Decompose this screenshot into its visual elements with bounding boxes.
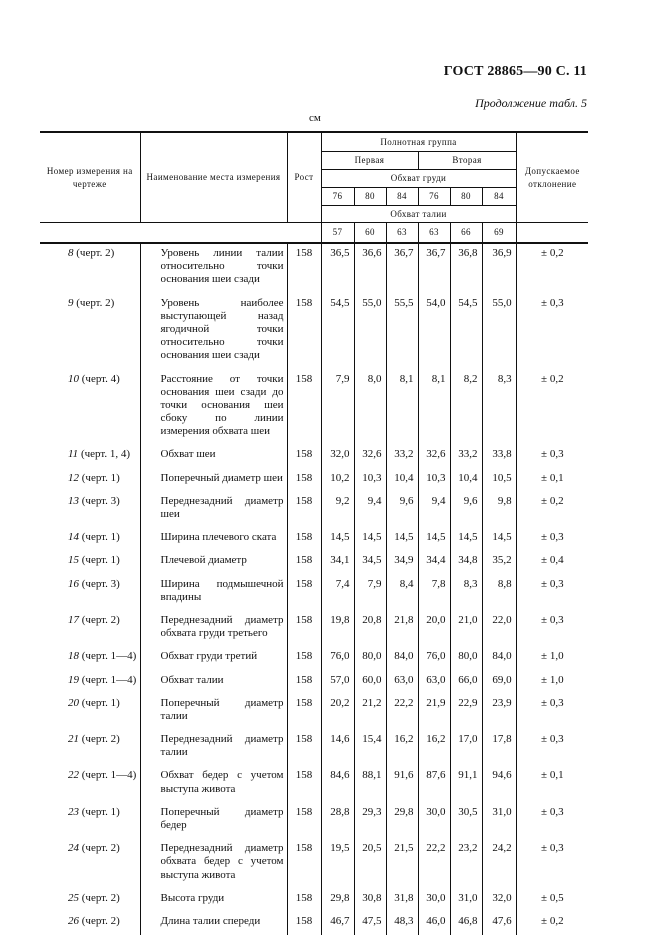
height-value: 158 xyxy=(287,370,321,446)
measurement-value: 10,4 xyxy=(386,469,418,492)
measurement-value: 29,8 xyxy=(386,803,418,839)
measurement-number-value: 11 xyxy=(68,448,79,461)
measurement-value: 55,0 xyxy=(354,294,386,370)
table-row xyxy=(40,294,588,370)
measurement-value: 15,4 xyxy=(354,730,386,766)
measurement-number xyxy=(40,575,140,611)
table-row xyxy=(40,694,588,730)
height-value: 158 xyxy=(287,528,321,551)
measurement-value: 66,0 xyxy=(450,671,482,694)
measurement-value: 22,2 xyxy=(386,694,418,730)
measurement-value: 14,5 xyxy=(450,528,482,551)
measurement-value: 14,5 xyxy=(321,528,354,551)
measurement-value: 24,2 xyxy=(482,839,516,889)
measurements-table xyxy=(40,131,588,935)
tolerance-value: ± 0,3 xyxy=(516,445,588,468)
measurement-name: Поперечный диаметр бедер xyxy=(140,803,287,839)
tolerance-value: ± 0,2 xyxy=(516,370,588,446)
tolerance-value: ± 0,5 xyxy=(516,889,588,912)
measurement-number xyxy=(40,889,140,912)
measurement-value: 10,5 xyxy=(482,469,516,492)
measurement-value: 34,1 xyxy=(321,551,354,574)
height-value: 158 xyxy=(287,611,321,647)
measurement-value: 10,3 xyxy=(354,469,386,492)
drawing-reference: (черт. 1) xyxy=(79,554,120,567)
table-row xyxy=(40,469,588,492)
table-continuation-caption: Продолжение табл. 5 xyxy=(475,96,587,110)
drawing-reference: (черт. 2) xyxy=(73,296,115,309)
measurement-value: 23,2 xyxy=(450,839,482,889)
drawing-reference: (черт. 3) xyxy=(79,577,120,590)
measurement-number xyxy=(40,551,140,574)
measurement-value: 14,5 xyxy=(418,528,450,551)
table-row xyxy=(40,912,588,935)
measurement-value: 32,0 xyxy=(321,445,354,468)
measurement-number xyxy=(40,694,140,730)
height-value: 158 xyxy=(287,575,321,611)
measurement-number-value: 26 xyxy=(68,914,79,927)
measurement-value: 31,8 xyxy=(386,889,418,912)
measurement-value: 33,8 xyxy=(482,445,516,468)
measurement-value: 46,0 xyxy=(418,912,450,935)
measurement-value: 30,8 xyxy=(354,889,386,912)
measurement-value: 84,0 xyxy=(386,647,418,670)
measurement-number xyxy=(40,839,140,889)
measurement-value: 48,3 xyxy=(386,912,418,935)
header-tolerance: Допускаемое отклонение xyxy=(516,132,588,223)
measurement-value: 91,6 xyxy=(386,766,418,802)
height-value: 158 xyxy=(287,912,321,935)
measurement-value: 21,8 xyxy=(386,611,418,647)
measurement-name: Обхват талии xyxy=(140,671,287,694)
measurement-number xyxy=(40,803,140,839)
measurement-number xyxy=(40,528,140,551)
height-value: 158 xyxy=(287,294,321,370)
measurement-name: Переднезадний диаметр талии xyxy=(140,730,287,766)
tolerance-value: ± 0,2 xyxy=(516,243,588,294)
measurement-number xyxy=(40,243,140,294)
measurement-value: 21,5 xyxy=(386,839,418,889)
drawing-reference: (черт. 1) xyxy=(79,471,120,484)
measurement-name: Уровень наиболее выступающей назад ягодичной точки относительно точки основания шеи сзади xyxy=(140,294,287,370)
table-row xyxy=(40,370,588,446)
measurement-value: 91,1 xyxy=(450,766,482,802)
measurement-number-value: 10 xyxy=(68,372,79,385)
measurement-name: Поперечный диаметр шеи xyxy=(140,469,287,492)
measurement-value: 23,9 xyxy=(482,694,516,730)
header-waist-girth: Обхват талии xyxy=(321,206,516,223)
measurement-name: Плечевой диаметр xyxy=(140,551,287,574)
measurement-number xyxy=(40,766,140,802)
measurement-value: 76,0 xyxy=(418,647,450,670)
measurement-number-value: 13 xyxy=(68,494,79,507)
measurement-name: Переднезадний диаметр обхвата бедер с учетом выступа живота xyxy=(140,839,287,889)
height-value: 158 xyxy=(287,730,321,766)
header-measurement-number: Номер измерения на чертеже xyxy=(40,132,140,223)
measurement-value: 19,5 xyxy=(321,839,354,889)
measurement-value: 36,8 xyxy=(450,243,482,294)
measurement-number xyxy=(40,912,140,935)
measurement-number xyxy=(40,647,140,670)
table-row xyxy=(40,492,588,528)
waist-girth-value: 57 xyxy=(321,223,354,244)
measurement-number-value: 25 xyxy=(68,891,79,904)
measurement-value: 32,0 xyxy=(482,889,516,912)
measurement-value: 8,1 xyxy=(418,370,450,446)
measurement-value: 54,5 xyxy=(450,294,482,370)
measurement-number-value: 9 xyxy=(68,296,74,309)
tolerance-value: ± 0,2 xyxy=(516,912,588,935)
tolerance-value: ± 0,4 xyxy=(516,551,588,574)
measurement-value: 14,6 xyxy=(321,730,354,766)
measurement-value: 20,8 xyxy=(354,611,386,647)
measurement-value: 60,0 xyxy=(354,671,386,694)
measurement-value: 80,0 xyxy=(354,647,386,670)
measurement-number-value: 18 xyxy=(68,650,79,663)
header-chest-girth: Обхват груди xyxy=(321,170,516,188)
table-header xyxy=(40,132,588,243)
header-height: Рост xyxy=(287,132,321,223)
tolerance-value: ± 0,3 xyxy=(516,294,588,370)
tolerance-value: ± 0,3 xyxy=(516,839,588,889)
measurement-number-value: 8 xyxy=(68,247,74,259)
measurement-name: Ширина плечевого ската xyxy=(140,528,287,551)
measurement-value: 8,3 xyxy=(450,575,482,611)
height-value: 158 xyxy=(287,803,321,839)
tolerance-value: ± 0,3 xyxy=(516,730,588,766)
tolerance-value: ± 0,3 xyxy=(516,575,588,611)
drawing-reference: (черт. 1—4) xyxy=(79,769,137,782)
drawing-reference: (черт. 1, 4) xyxy=(78,448,131,461)
measurement-value: 29,3 xyxy=(354,803,386,839)
measurement-value: 46,7 xyxy=(321,912,354,935)
measurement-value: 22,9 xyxy=(450,694,482,730)
units-label: см xyxy=(309,112,321,124)
table-row xyxy=(40,528,588,551)
measurement-value: 34,9 xyxy=(386,551,418,574)
tolerance-value: ± 1,0 xyxy=(516,647,588,670)
waist-girth-value: 69 xyxy=(482,223,516,244)
drawing-reference: (черт. 2) xyxy=(79,733,120,746)
measurement-value: 9,8 xyxy=(482,492,516,528)
table-row xyxy=(40,611,588,647)
measurement-value: 33,2 xyxy=(386,445,418,468)
chest-girth-value: 84 xyxy=(482,188,516,206)
measurement-number-value: 22 xyxy=(68,769,79,782)
measurement-number-value: 14 xyxy=(68,531,79,544)
measurement-value: 29,8 xyxy=(321,889,354,912)
measurement-number xyxy=(40,294,140,370)
measurement-value: 55,5 xyxy=(386,294,418,370)
measurement-name: Обхват шеи xyxy=(140,445,287,468)
measurement-value: 55,0 xyxy=(482,294,516,370)
chest-girth-value: 80 xyxy=(354,188,386,206)
measurement-number-value: 23 xyxy=(68,805,79,818)
measurement-name: Обхват груди третий xyxy=(140,647,287,670)
drawing-reference: (черт. 2) xyxy=(79,891,120,904)
measurement-value: 30,0 xyxy=(418,803,450,839)
measurement-value: 7,9 xyxy=(321,370,354,446)
measurement-value: 54,5 xyxy=(321,294,354,370)
measurement-value: 36,7 xyxy=(418,243,450,294)
measurement-value: 47,6 xyxy=(482,912,516,935)
measurement-value: 14,5 xyxy=(386,528,418,551)
height-value: 158 xyxy=(287,889,321,912)
waist-girth-value: 66 xyxy=(450,223,482,244)
measurement-value: 21,2 xyxy=(354,694,386,730)
measurement-value: 34,8 xyxy=(450,551,482,574)
tolerance-value: ± 0,3 xyxy=(516,528,588,551)
measurement-value: 8,8 xyxy=(482,575,516,611)
tolerance-value: ± 0,1 xyxy=(516,766,588,802)
measurement-value: 10,4 xyxy=(450,469,482,492)
tolerance-value: ± 0,3 xyxy=(516,611,588,647)
table-row xyxy=(40,730,588,766)
height-value: 158 xyxy=(287,766,321,802)
measurement-value: 10,2 xyxy=(321,469,354,492)
drawing-reference: (черт. 1—4) xyxy=(79,650,137,663)
drawing-reference: (черт. 1—4) xyxy=(79,673,137,686)
measurement-value: 46,8 xyxy=(450,912,482,935)
measurement-name: Высота груди xyxy=(140,889,287,912)
table-row xyxy=(40,803,588,839)
measurement-number xyxy=(40,730,140,766)
measurement-value: 54,0 xyxy=(418,294,450,370)
measurement-name: Длина талии спереди xyxy=(140,912,287,935)
measurement-value: 9,6 xyxy=(450,492,482,528)
header-fullness-group: Полнотная группа xyxy=(321,132,516,152)
measurement-value: 9,2 xyxy=(321,492,354,528)
measurement-value: 22,0 xyxy=(482,611,516,647)
chest-girth-value: 84 xyxy=(386,188,418,206)
measurement-value: 9,4 xyxy=(418,492,450,528)
measurement-value: 36,9 xyxy=(482,243,516,294)
measurement-name: Расстояние от точки основания шеи сзади до точки основания шеи сбоку по линии измерения обхвата шеи xyxy=(140,370,287,446)
measurement-number-value: 21 xyxy=(68,733,79,746)
tolerance-value: ± 0,2 xyxy=(516,492,588,528)
height-value: 158 xyxy=(287,839,321,889)
measurement-value: 34,4 xyxy=(418,551,450,574)
measurement-value: 7,4 xyxy=(321,575,354,611)
drawing-reference: (черт. 2) xyxy=(79,613,120,626)
table-row xyxy=(40,839,588,889)
measurement-value: 7,8 xyxy=(418,575,450,611)
measurement-value: 8,3 xyxy=(482,370,516,446)
measurement-value: 57,0 xyxy=(321,671,354,694)
header-spacer xyxy=(516,223,588,244)
table-row xyxy=(40,445,588,468)
measurement-value: 22,2 xyxy=(418,839,450,889)
measurement-number xyxy=(40,370,140,446)
table-row xyxy=(40,766,588,802)
measurement-name: Переднезадний диаметр шеи xyxy=(140,492,287,528)
drawing-reference: (черт. 1) xyxy=(79,696,120,709)
measurement-value: 16,2 xyxy=(386,730,418,766)
measurement-value: 21,0 xyxy=(450,611,482,647)
measurement-value: 20,5 xyxy=(354,839,386,889)
page-header-title: ГОСТ 28865—90 С. 11 xyxy=(443,64,587,79)
measurement-value: 84,6 xyxy=(321,766,354,802)
measurement-number-value: 20 xyxy=(68,696,79,709)
measurement-value: 76,0 xyxy=(321,647,354,670)
measurement-value: 80,0 xyxy=(450,647,482,670)
drawing-reference: (черт. 1) xyxy=(79,805,120,818)
measurement-value: 8,2 xyxy=(450,370,482,446)
measurement-number-value: 17 xyxy=(68,613,79,626)
measurement-name: Ширина подмышечной впадины xyxy=(140,575,287,611)
measurement-value: 34,5 xyxy=(354,551,386,574)
measurement-number-value: 24 xyxy=(68,842,79,855)
measurement-value: 9,4 xyxy=(354,492,386,528)
measurement-value: 21,9 xyxy=(418,694,450,730)
measurement-number xyxy=(40,671,140,694)
height-value: 158 xyxy=(287,243,321,294)
measurement-value: 8,1 xyxy=(386,370,418,446)
table-row xyxy=(40,575,588,611)
table-row xyxy=(40,889,588,912)
measurement-value: 63,0 xyxy=(386,671,418,694)
measurement-number-value: 16 xyxy=(68,577,79,590)
measurement-value: 20,2 xyxy=(321,694,354,730)
measurement-number xyxy=(40,611,140,647)
measurement-name: Поперечный диаметр талии xyxy=(140,694,287,730)
measurement-value: 17,8 xyxy=(482,730,516,766)
height-value: 158 xyxy=(287,469,321,492)
height-value: 158 xyxy=(287,445,321,468)
chest-girth-value: 76 xyxy=(321,188,354,206)
height-value: 158 xyxy=(287,492,321,528)
chest-girth-value: 76 xyxy=(418,188,450,206)
measurement-number xyxy=(40,492,140,528)
height-value: 158 xyxy=(287,671,321,694)
measurement-value: 87,6 xyxy=(418,766,450,802)
measurement-name: Уровень линии талии относительно точки основания шеи сзади xyxy=(140,243,287,294)
drawing-reference: (черт. 3) xyxy=(79,494,120,507)
measurement-value: 88,1 xyxy=(354,766,386,802)
table-row xyxy=(40,647,588,670)
waist-girth-value: 63 xyxy=(386,223,418,244)
measurement-value: 17,0 xyxy=(450,730,482,766)
measurement-value: 28,8 xyxy=(321,803,354,839)
drawing-reference: (черт. 2) xyxy=(73,247,115,259)
measurement-value: 31,0 xyxy=(482,803,516,839)
waist-girth-value: 60 xyxy=(354,223,386,244)
drawing-reference: (черт. 1) xyxy=(79,531,120,544)
table-body xyxy=(40,243,588,935)
tolerance-value: ± 1,0 xyxy=(516,671,588,694)
measurement-value: 30,5 xyxy=(450,803,482,839)
measurement-value: 8,4 xyxy=(386,575,418,611)
measurement-value: 47,5 xyxy=(354,912,386,935)
table-row xyxy=(40,671,588,694)
height-value: 158 xyxy=(287,694,321,730)
measurement-value: 36,6 xyxy=(354,243,386,294)
table-row xyxy=(40,243,588,294)
measurement-value: 8,0 xyxy=(354,370,386,446)
waist-girth-value: 63 xyxy=(418,223,450,244)
measurement-name: Обхват бедер с учетом выступа живота xyxy=(140,766,287,802)
measurement-value: 14,5 xyxy=(354,528,386,551)
measurement-value: 33,2 xyxy=(450,445,482,468)
measurement-value: 30,0 xyxy=(418,889,450,912)
measurement-value: 19,8 xyxy=(321,611,354,647)
measurement-value: 32,6 xyxy=(418,445,450,468)
header-measurement-name: Наименование места измерения xyxy=(140,132,287,223)
chest-girth-value: 80 xyxy=(450,188,482,206)
drawing-reference: (черт. 2) xyxy=(79,914,120,927)
measurement-number xyxy=(40,469,140,492)
measurement-value: 36,7 xyxy=(386,243,418,294)
measurement-name: Переднезадний диаметр обхвата груди третьего xyxy=(140,611,287,647)
measurement-number-value: 19 xyxy=(68,673,79,686)
drawing-reference: (черт. 4) xyxy=(79,372,120,385)
drawing-reference: (черт. 2) xyxy=(79,842,120,855)
measurement-value: 16,2 xyxy=(418,730,450,766)
header-group-second: Вторая xyxy=(418,152,516,170)
measurement-value: 94,6 xyxy=(482,766,516,802)
measurement-value: 20,0 xyxy=(418,611,450,647)
measurement-value: 36,5 xyxy=(321,243,354,294)
measurement-value: 32,6 xyxy=(354,445,386,468)
table-row xyxy=(40,551,588,574)
measurement-value: 31,0 xyxy=(450,889,482,912)
measurement-number-value: 12 xyxy=(68,471,79,484)
measurement-value: 35,2 xyxy=(482,551,516,574)
measurement-value: 63,0 xyxy=(418,671,450,694)
tolerance-value: ± 0,3 xyxy=(516,694,588,730)
measurement-value: 14,5 xyxy=(482,528,516,551)
measurement-value: 69,0 xyxy=(482,671,516,694)
header-group-first: Первая xyxy=(321,152,418,170)
measurement-number-value: 15 xyxy=(68,554,79,567)
measurement-value: 9,6 xyxy=(386,492,418,528)
height-value: 158 xyxy=(287,551,321,574)
height-value: 158 xyxy=(287,647,321,670)
tolerance-value: ± 0,1 xyxy=(516,469,588,492)
measurement-value: 10,3 xyxy=(418,469,450,492)
measurement-value: 84,0 xyxy=(482,647,516,670)
measurement-value: 7,9 xyxy=(354,575,386,611)
measurement-number xyxy=(40,445,140,468)
tolerance-value: ± 0,3 xyxy=(516,803,588,839)
